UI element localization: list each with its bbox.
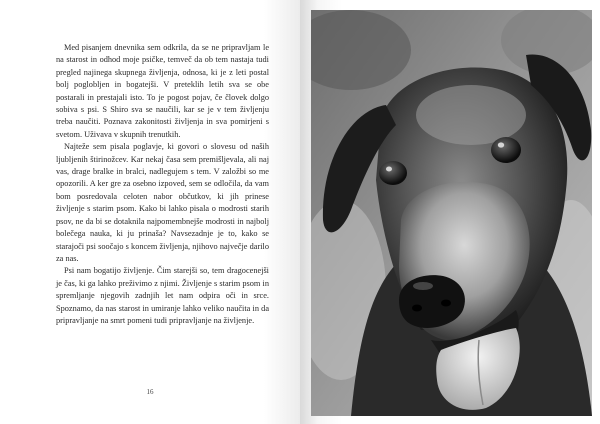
page-number: 16 [146, 388, 154, 396]
body-text [56, 42, 269, 327]
paragraph: Med pisanjem dnevnika sem odkrila, da se ne pripravljam le na starost in odhod moje psičke, temveč da ob tem nastaja tudi pregled najinega skupnega življenja, odnosa, ki je z leti postal bolj poglobljen in bogatejši. V preteklih letih sva se obe postarali in prestajali isto. To je pogost pojav, če človek dolgo sobiva s psi. S Shiro sva se naučili, kar se je v tem življenju treba naučiti. Poznava zakonitosti življenja in sva pomirjeni s svetom. Uživava v skupnih trenutkih. [56, 43, 269, 139]
paragraph: Najteže sem pisala poglavje, ki govori o slovesu od naših ljubljenih štirinožcev. Kar nekaj časa sem premišljevala, ali naj vas, drage bralke in bralci, nadlegujem s tem. V založbi so me opozorili. A ker gre za osebno izpoved, sem se odločila, da vam bom posredovala celoten nabor občutkov, ki jih prinese življenje s starim psom. Kako bi lahko pisala o modrosti starih psov, ne da bi se dotaknila najpomembnejše modrosti in najbolj bolečega nauka, ki ju prinaša? Navsezadnje je to, kako se starajoči psi soočajo s koncem življenja, njihovo največje darilo za nas. [56, 142, 269, 263]
dog-photo [311, 10, 592, 416]
paragraph: Psi nam bogatijo življenje. Čim starejši so, tem dragocenejši je čas, ki ga lahko preživimo z njimi. Življenje s starim psom in spremljanje njegovih zadnjih let nam odpira oči in srce. Spoznamo, da nas starost in umiranje lahko veliko naučita in da pripravljanje na smrt pomeni tudi pripravljanje na življenje. [56, 266, 269, 325]
right-page [300, 0, 600, 424]
